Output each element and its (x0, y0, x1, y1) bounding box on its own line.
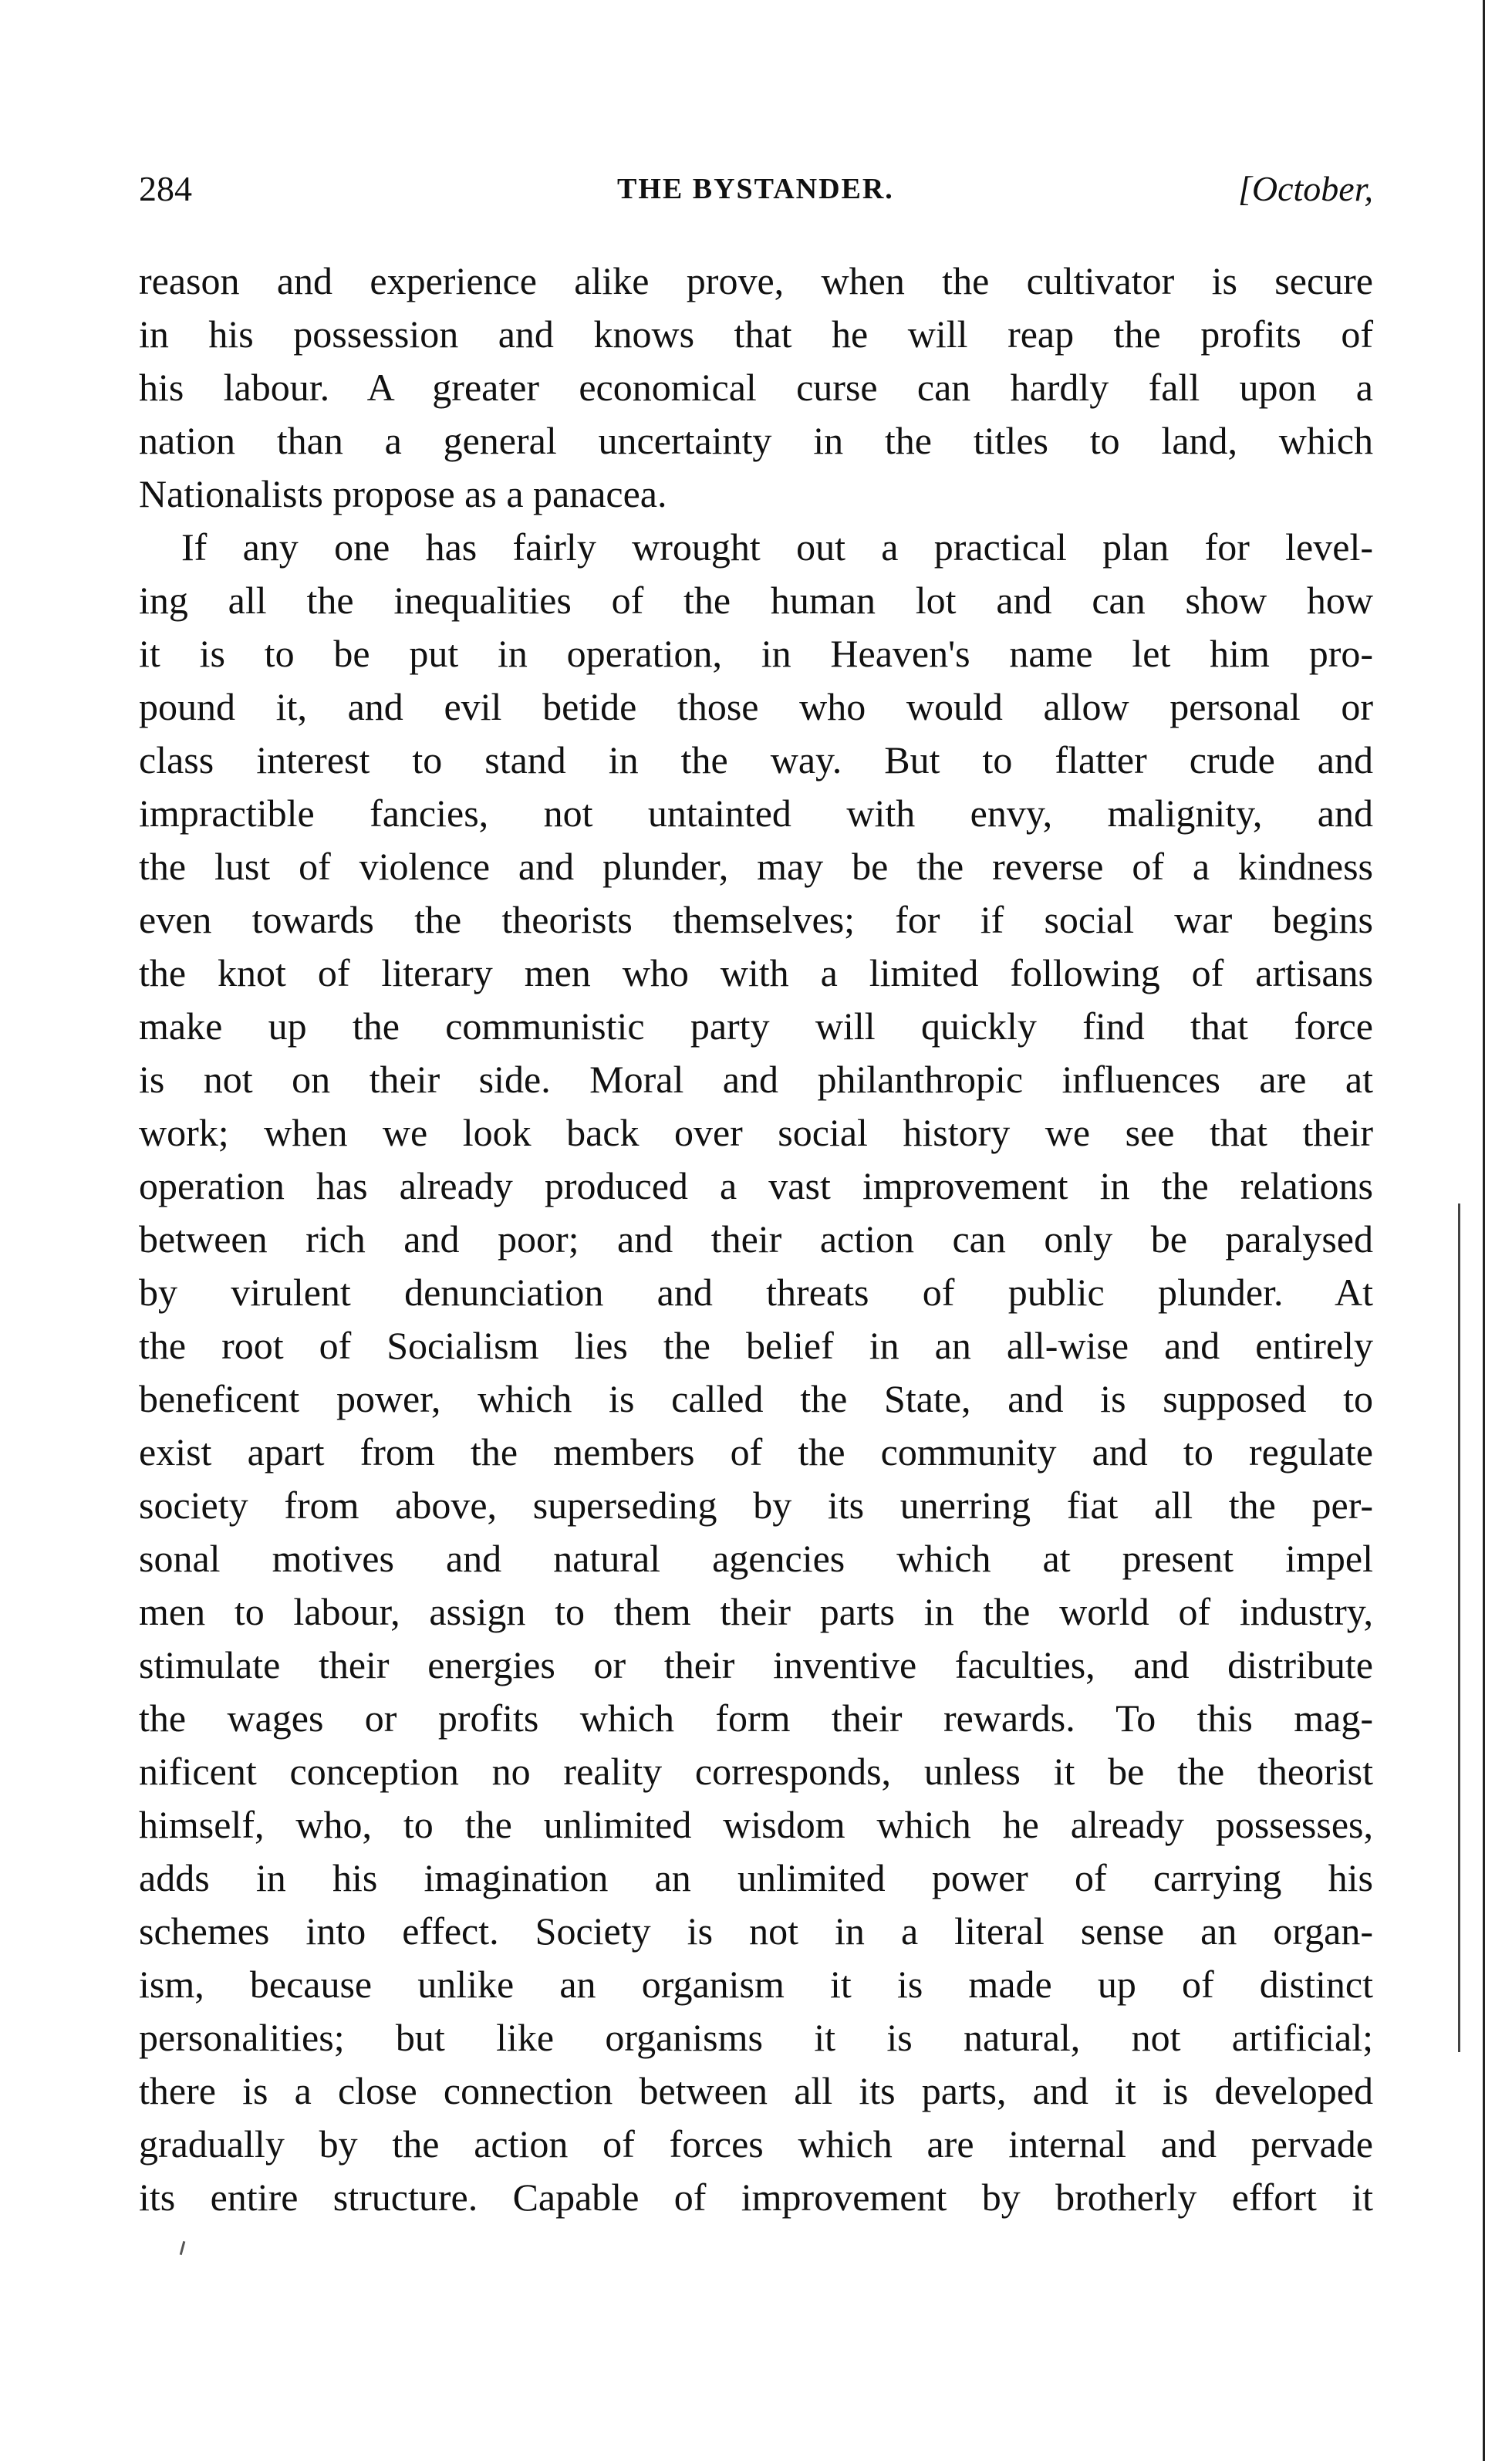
text-line: class interest to stand in the way. But to flatter crude and (139, 738, 1373, 782)
text-line: there is a close connection between all its parts, and it is developed (139, 2069, 1373, 2112)
text-line: the lust of violence and plunder, may be the reverse of a kindness (139, 845, 1373, 888)
text-line: ism, because unlike an organism it is made up of distinct (139, 1963, 1373, 2006)
text-line: pound it, and evil betide those who would allow personal or (139, 685, 1373, 728)
text-line: society from above, superseding by its unerring fiat all the per- (139, 1484, 1373, 1527)
text-line: nificent conception no reality corresponds, unless it be the theorist (139, 1750, 1373, 1793)
text-line: stimulate their energies or their inventive faculties, and distribute (139, 1643, 1373, 1686)
page-header (139, 162, 1373, 216)
page-edge-line (1483, 0, 1485, 2461)
text-line: beneficent power, which is called the State, and is supposed to (139, 1377, 1373, 1420)
text-line: gradually by the action of forces which are internal and pervade (139, 2122, 1373, 2166)
text-line: its entire structure. Capable of improvement by brotherly effort it (139, 2176, 1373, 2219)
text-line: is not on their side. Moral and philanthropic influences are at (139, 1058, 1373, 1101)
text-line: men to labour, assign to them their parts in the world of industry, (139, 1590, 1373, 1633)
text-line: the wages or profits which form their rewards. To this mag- (139, 1696, 1373, 1740)
stray-mark (180, 2241, 186, 2255)
text-line: adds in his imagination an unlimited power of carrying his (139, 1856, 1373, 1899)
text-line: ing all the inequalities of the human lot and can show how (139, 579, 1373, 622)
text-line: reason and experience alike prove, when the cultivator is secure (139, 259, 1373, 302)
body-text (139, 255, 1373, 2224)
text-line: sonal motives and natural agencies which at present impel (139, 1537, 1373, 1580)
text-line: it is to be put in operation, in Heaven's name let him pro- (139, 632, 1373, 675)
page-number: 284 (139, 169, 192, 208)
date-mark: [October, (1237, 169, 1373, 208)
running-head: THE BYSTANDER. (617, 173, 894, 205)
text-line: his labour. A greater economical curse can hardly fall upon a (139, 366, 1373, 409)
text-line: the root of Socialism lies the belief in an all-wise and entirely (139, 1324, 1373, 1367)
text-line: exist apart from the members of the community and to regulate (139, 1430, 1373, 1474)
page-edge-line (1458, 1203, 1460, 2052)
text-line: the knot of literary men who with a limited following of artisans (139, 951, 1373, 994)
text-line: by virulent denunciation and threats of public plunder. At (139, 1271, 1373, 1314)
text-line: If any one has fairly wrought out a practical plan for level- (181, 525, 1373, 569)
text-line: work; when we look back over social history we see that their (139, 1111, 1373, 1154)
text-line: impractible fancies, not untainted with envy, malignity, and (139, 792, 1373, 835)
text-line: between rich and poor; and their action can only be paralysed (139, 1217, 1373, 1261)
text-line: personalities; but like organisms it is natural, not artificial; (139, 2016, 1373, 2059)
text-line: nation than a general uncertainty in the titles to land, which (139, 419, 1373, 462)
text-line: himself, who, to the unlimited wisdom which he already possesses, (139, 1803, 1373, 1846)
text-line: even towards the theorists themselves; for if social war begins (139, 898, 1373, 941)
text-line: in his possession and knows that he will reap the profits of (139, 312, 1373, 356)
text-line: schemes into effect. Society is not in a literal sense an organ- (139, 1909, 1373, 1953)
text-line: operation has already produced a vast improvement in the relations (139, 1164, 1373, 1207)
text-line: Nationalists propose as a panacea. (139, 472, 667, 515)
text-line: make up the communistic party will quickly find that force (139, 1004, 1373, 1048)
